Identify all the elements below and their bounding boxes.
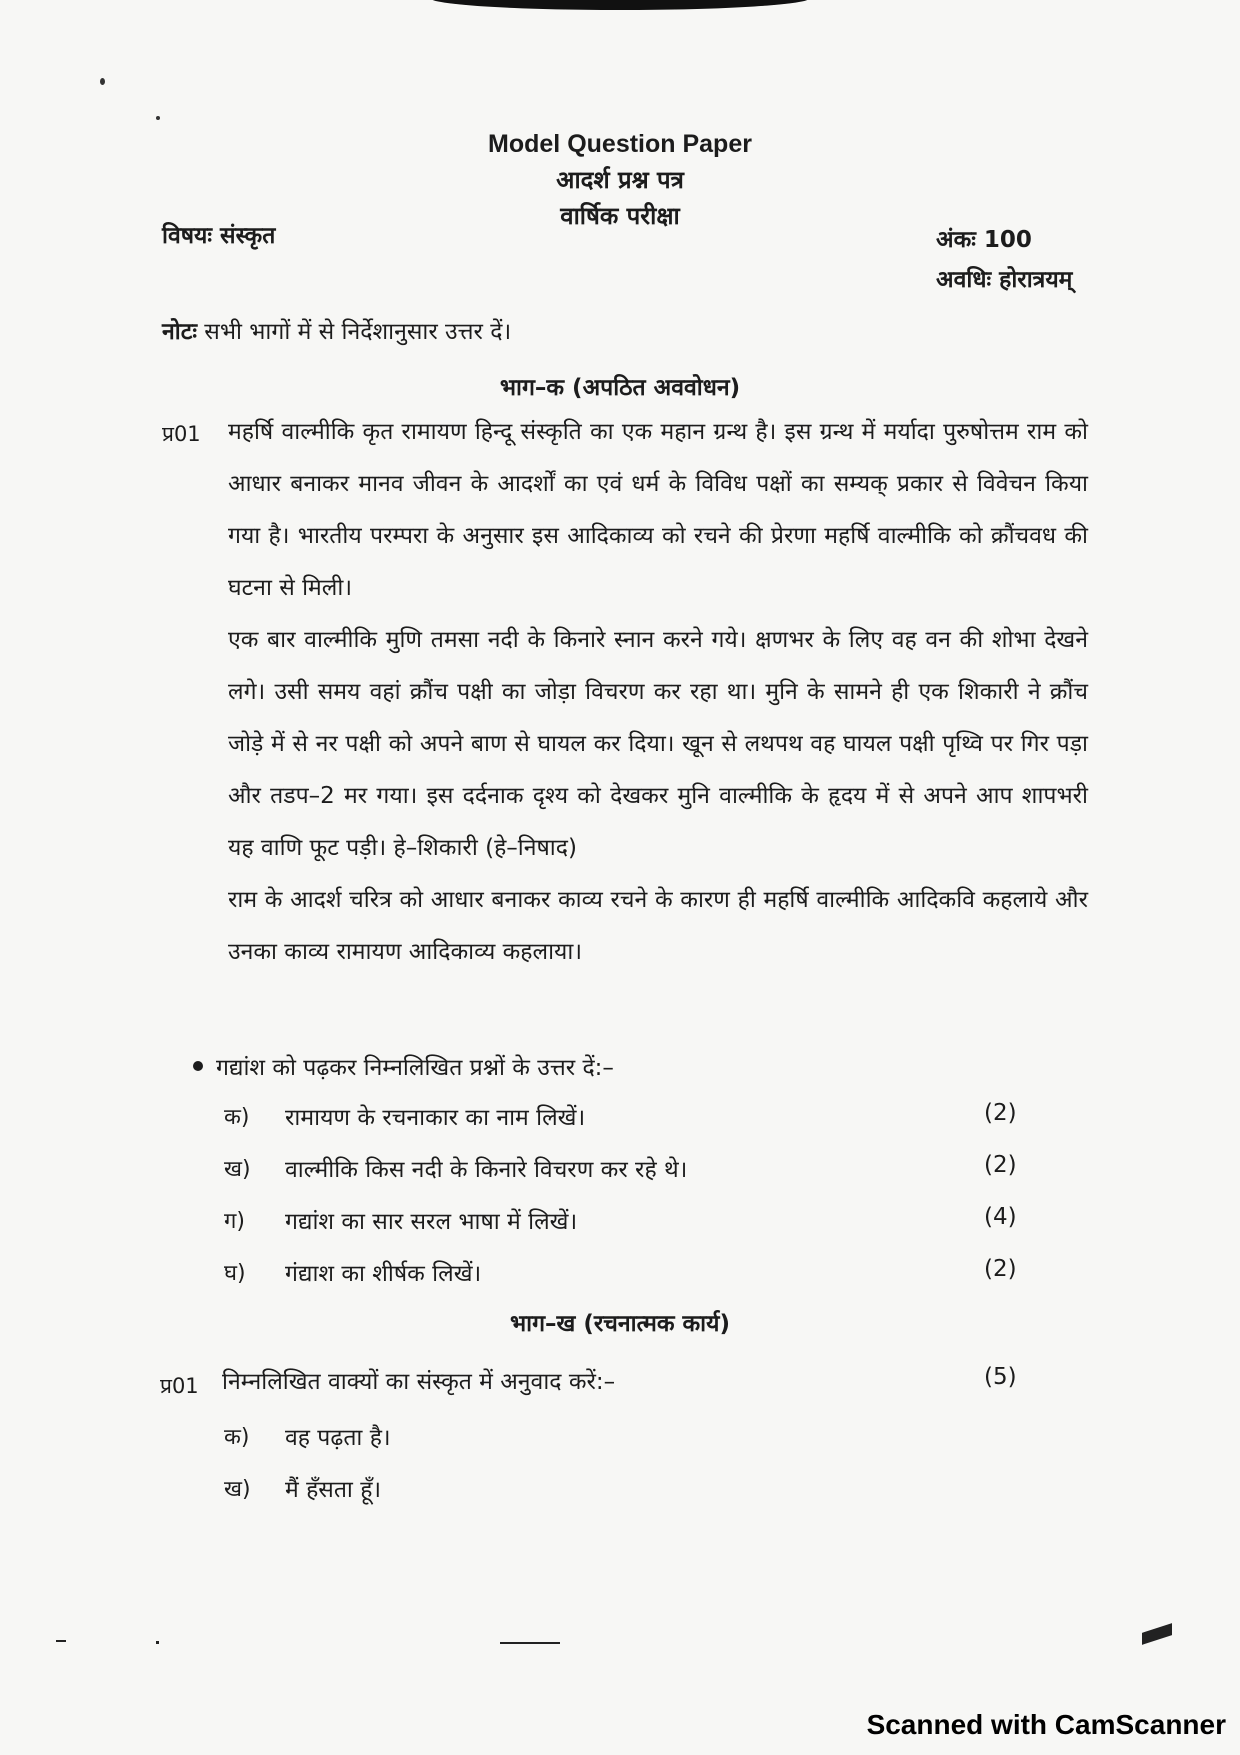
total-marks: अंकः 100 (936, 227, 1032, 253)
paper-title-english: Model Question Paper (488, 130, 752, 158)
scan-mark (500, 1642, 560, 1644)
exam-name: वार्षिक परीक्षा (560, 202, 680, 230)
translation-item-text: वह पढ़ता है। (285, 1425, 391, 1451)
duration: अवधिः होरात्रयम् (936, 267, 1073, 293)
question-marks: (2) (984, 1152, 1017, 1178)
passage-paragraph: एक बार वाल्मीकि मुणि तमसा नदी के किनारे स्नान करने गये। क्षणभर के लिए वह वन की शोभा देखने लगे। उसी समय वहां क्रौंच पक्षी का जोड़ा विचरण कर रहा था। मुनि के सामने ही एक शिकारी ने क्रौंच जोड़े में से नर पक्षी को अपने बाण से घायल कर दिया। खून से लथपथ वह घायल पक्षी पृथ्वि पर गिर पड़ा और तडप–2 मर गया। इस दर्दनाक दृश्य को देखकर मुनि वाल्मीकि के हृदय में से अपने आप शापभरी यह वाणि फूट पड़ी। हे–शिकारी (हे–निषाद) (228, 627, 1088, 861)
question-text: वाल्मीकि किस नदी के किनारे विचरण कर रहे थे। (285, 1157, 688, 1183)
question-label: घ) (224, 1261, 246, 1286)
part-a-title: भाग–क (अपठित अववोधन) (499, 375, 741, 401)
translation-item-text: मैं हँसता हूँ। (285, 1477, 382, 1503)
part-a-instruction: गद्यांश को पढ़कर निम्नलिखित प्रश्नों के उत्तर दें:– (216, 1055, 614, 1081)
scan-speck (156, 116, 160, 120)
passage (228, 406, 1088, 978)
question-marks: (2) (984, 1256, 1017, 1282)
part-b-title: भाग–ख (रचनात्मक कार्य) (509, 1311, 730, 1337)
part-a-question-number: प्र01 (162, 422, 201, 446)
scan-edge-smudge (430, 0, 810, 10)
question-label: क) (224, 1105, 250, 1130)
paper-title-hindi: आदर्श प्रश्न पत्र (556, 166, 684, 194)
bullet-icon (193, 1061, 203, 1071)
scanner-watermark: Scanned with CamScanner (866, 1709, 1226, 1740)
scan-speck (100, 78, 105, 85)
part-b-instruction: निम्नलिखित वाक्यों का संस्कृत में अनुवाद करें:– (222, 1369, 616, 1395)
question-text: गंद्याश का शीर्षक लिखें। (285, 1261, 482, 1287)
question-marks: (2) (984, 1100, 1017, 1126)
scan-mark (56, 1640, 66, 1642)
note (162, 314, 511, 346)
part-b-marks: (5) (984, 1364, 1017, 1390)
translation-item-label: क) (224, 1425, 250, 1450)
scan-mark (1142, 1623, 1172, 1645)
subject: विषयः संस्कृत (162, 223, 276, 249)
question-text: रामायण के रचनाकार का नाम लिखें। (285, 1105, 586, 1131)
question-label: ग) (224, 1209, 245, 1234)
note-text: सभी भागों में से निर्देशानुसार उत्तर दें। (196, 319, 512, 345)
question-label: ख) (224, 1157, 251, 1182)
question-text: गद्यांश का सार सरल भाषा में लिखें। (285, 1209, 578, 1235)
scan-mark (156, 1641, 159, 1644)
passage-paragraph: महर्षि वाल्मीकि कृत रामायण हिन्दू संस्कृति का एक महान ग्रन्थ है। इस ग्रन्थ में मर्यादा पुरुषोत्तम राम को आधार बनाकर मानव जीवन के आदर्शों का एवं धर्म के विविध पक्षों का सम्यक् प्रकार से विवेचन किया गया है। भारतीय परम्परा के अनुसार इस आदिकाव्य को रचने की प्रेरणा महर्षि वाल्मीकि को क्रौंचवध की घटना से मिली। (228, 419, 1088, 601)
note-label: नोटः (162, 319, 197, 345)
part-b-question-number: प्र01 (160, 1374, 199, 1398)
translation-item-label: ख) (224, 1477, 251, 1502)
passage-paragraph: राम के आदर्श चरित्र को आधार बनाकर काव्य रचने के कारण ही महर्षि वाल्मीकि आदिकवि कहलाये और उनका काव्य रामायण आदिकाव्य कहलाया। (228, 887, 1088, 965)
question-marks: (4) (984, 1204, 1017, 1230)
